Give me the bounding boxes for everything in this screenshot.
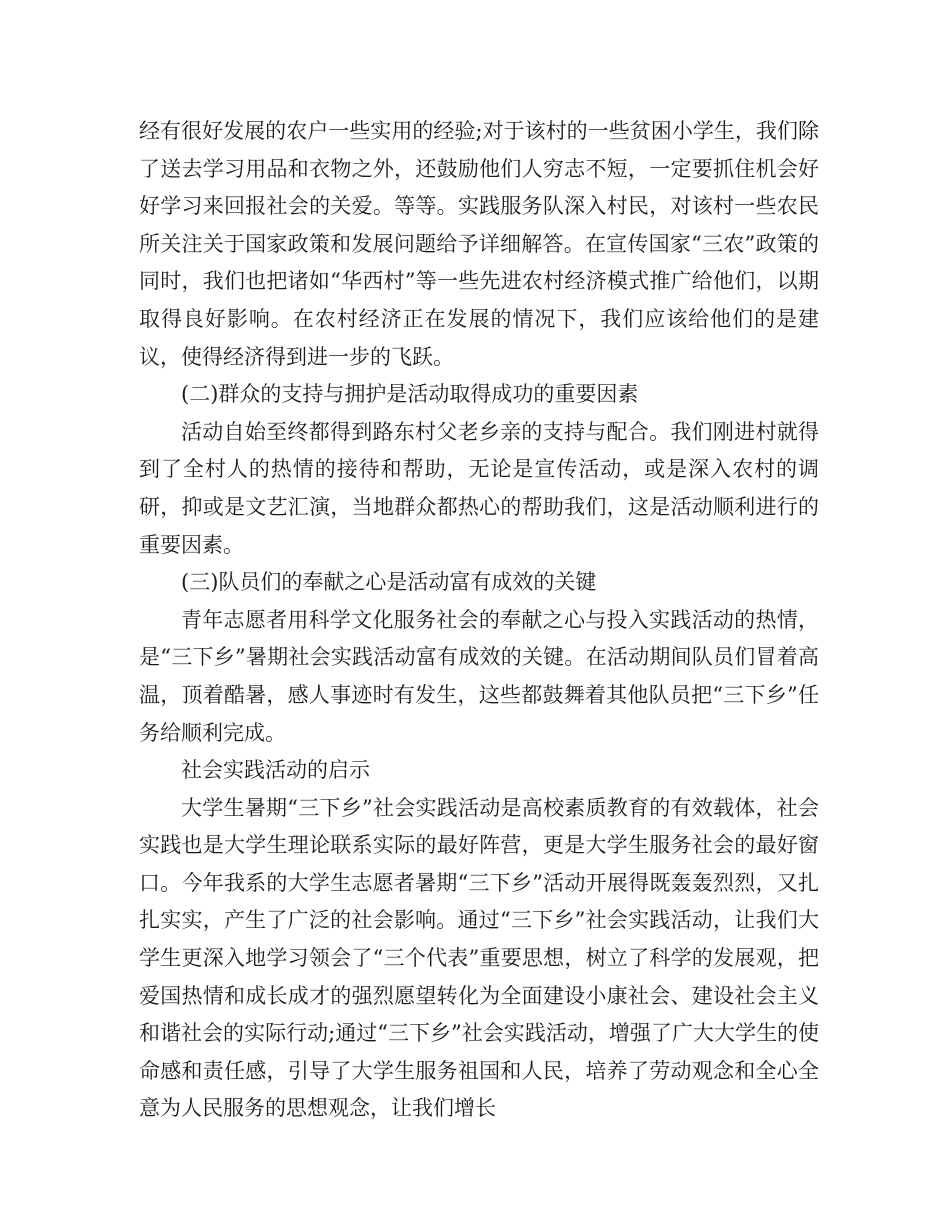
body-paragraph: 活动自始至终都得到路东村父老乡亲的支持与配合。我们刚进村就得到了全村人的热情的接待和帮助，无论是宣传活动，或是深入农村的调研，抑或是文艺汇演，当地群众都热心的帮助我们，这是活动顺利进行的重要因素。: [139, 419, 819, 557]
body-paragraph: 大学生暑期“三下乡”社会实践活动是高校素质教育的有效载体，社会实践也是大学生理论联系实际的最好阵营，更是大学生服务社会的最好窗口。今年我系的大学生志愿者暑期“三下乡”活动开展得既轰轰烈烈，又扎扎实实，产生了广泛的社会影响。通过“三下乡”社会实践活动，让我们大学生更深入地学习领会了“三个代表”重要思想，树立了科学的发展观，把爱国热情和成长成才的强烈愿望转化为全面建设小康社会、建设社会主义和谐社会的实际行动;通过“三下乡”社会实践活动，增强了广大大学生的使命感和责任感，引导了大学生服务祖国和人民，培养了劳动观念和全心全意为人民服务的思想观念，让我们增长: [139, 795, 819, 1121]
section-heading-3: (三)队员们的奉献之心是活动富有成效的关键: [181, 570, 597, 595]
body-paragraph: 经有很好发展的农户一些实用的经验;对于该村的一些贫困小学生，我们除了送去学习用品和衣物之外，还鼓励他们人穷志不短，一定要抓住机会好好学习来回报社会的关爱。等等。实践服务队深入村民，对该村一些农民所关注关于国家政策和发展问题给予详细解答。在宣传国家“三农”政策的同时，我们也把诸如“华西村”等一些先进农村经济模式推广给他们，以期取得良好影响。在农村经济正在发展的情况下，我们应该给他们的是建议，使得经济得到进一步的飞跃。: [139, 119, 819, 369]
document-body: [139, 113, 819, 1128]
section-heading-insights: 社会实践活动的启示: [181, 758, 370, 783]
section-heading-2: (二)群众的支持与拥护是活动取得成功的重要因素: [181, 382, 639, 407]
body-paragraph: 青年志愿者用科学文化服务社会的奉献之心与投入实践活动的热情，是“三下乡”暑期社会实践活动富有成效的关键。在活动期间队员们冒着高温，顶着酷暑，感人事迹时有发生，这些都鼓舞着其他队员把“三下乡”任务给顺利完成。: [139, 607, 819, 745]
